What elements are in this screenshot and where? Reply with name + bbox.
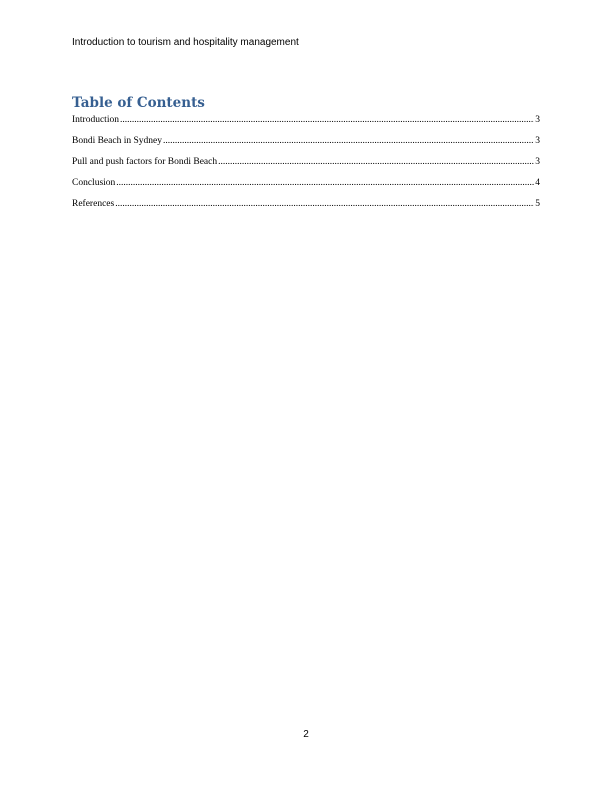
toc-entry-pull-and-push-factors[interactable] (72, 156, 540, 177)
toc-entry-title: Conclusion (72, 178, 116, 188)
toc-dot-leader (116, 177, 534, 189)
toc-entry-title: Pull and push factors for Bondi Beach (72, 157, 218, 167)
page-number: 2 (303, 729, 309, 740)
toc-entry-page: 3 (535, 157, 540, 167)
toc-entry-page: 5 (535, 199, 540, 209)
toc-dot-leader (218, 156, 534, 168)
toc-entry-title: Bondi Beach in Sydney (72, 136, 162, 146)
toc-entry-references[interactable] (72, 198, 540, 219)
toc-dot-leader (120, 114, 534, 126)
toc-entry-conclusion[interactable] (72, 177, 540, 198)
toc-entry-title: Introduction (72, 115, 119, 125)
toc-entry-title: References (72, 199, 115, 209)
toc-entry-page: 4 (535, 178, 540, 188)
page-header: Introduction to tourism and hospitality management (72, 37, 299, 48)
toc-dot-leader (115, 198, 534, 210)
table-of-contents (72, 114, 540, 219)
toc-entry-page: 3 (535, 136, 540, 146)
toc-heading: Table of Contents (72, 95, 205, 111)
toc-entry-page: 3 (535, 115, 540, 125)
toc-dot-leader (163, 135, 534, 147)
toc-entry-bondi-beach-in-sydney[interactable] (72, 135, 540, 156)
toc-entry-introduction[interactable] (72, 114, 540, 135)
